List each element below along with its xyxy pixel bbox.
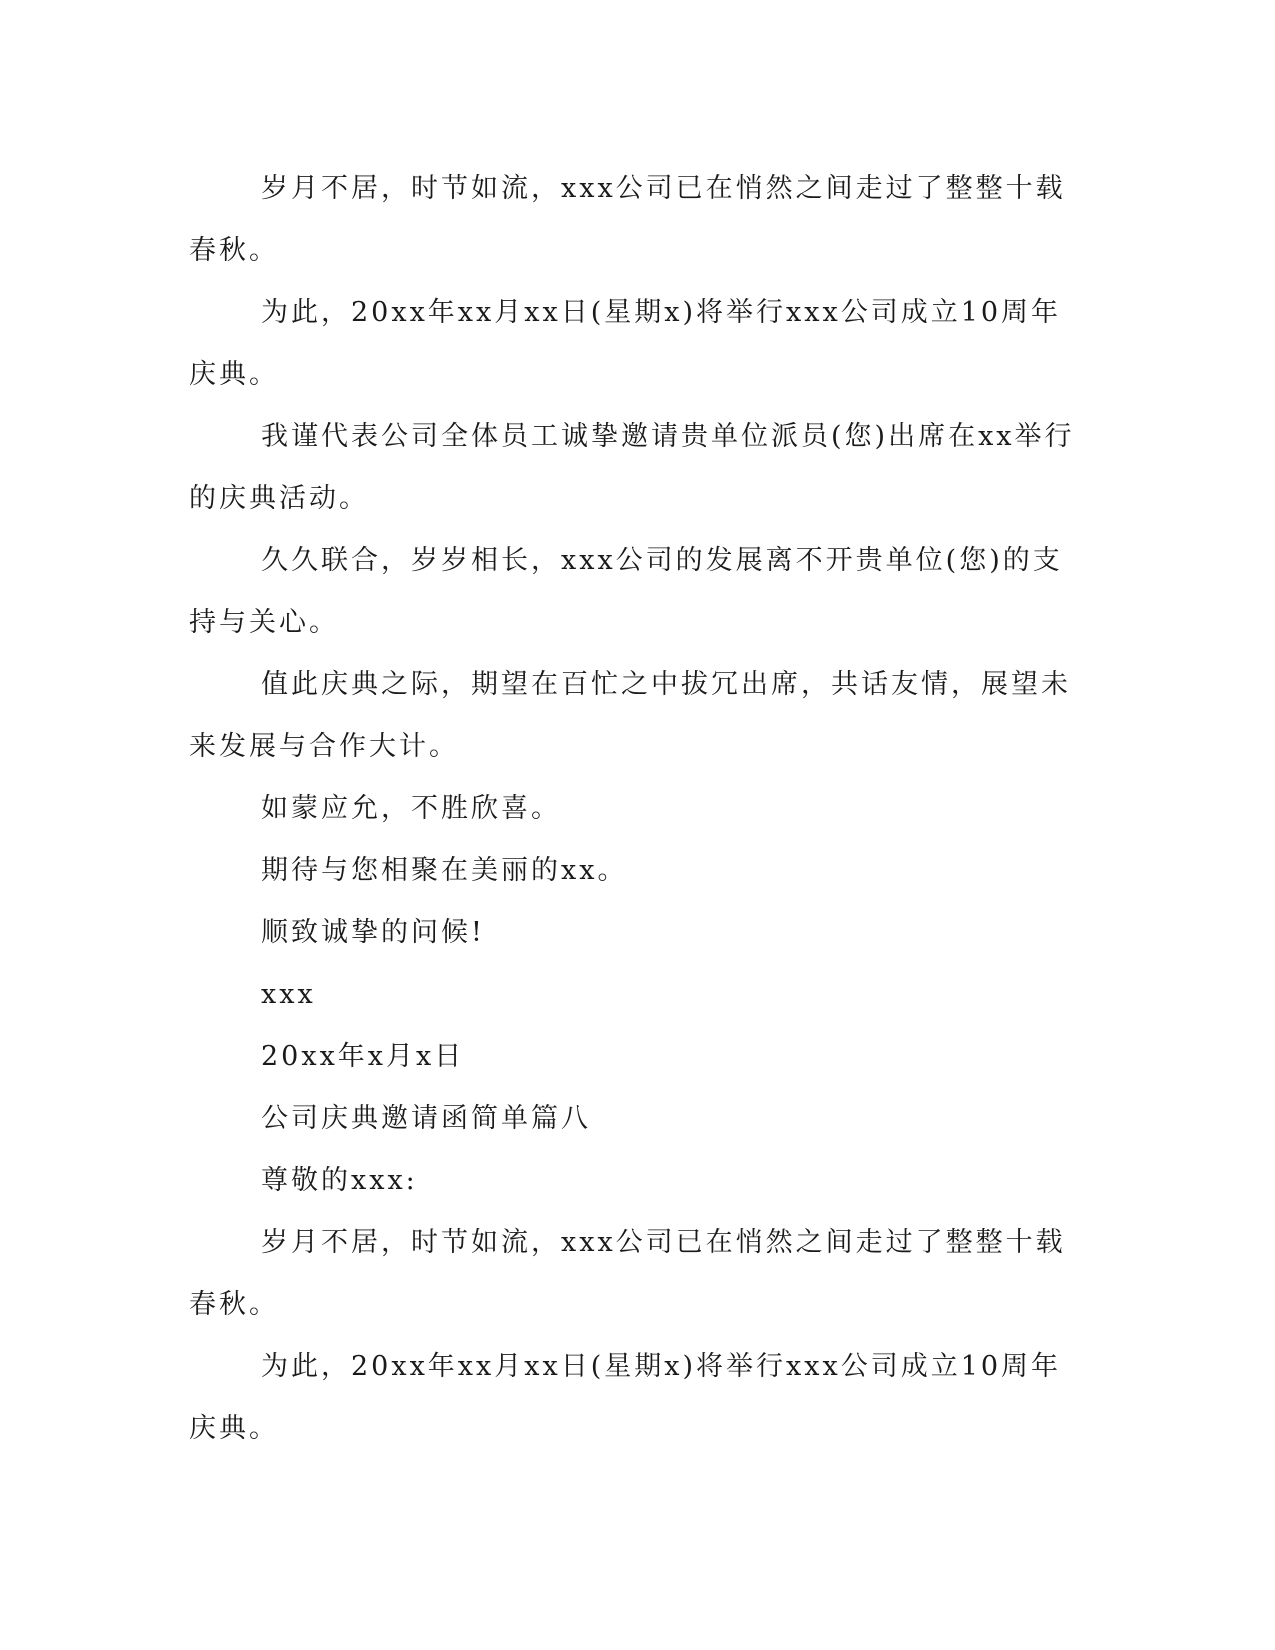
paragraph-intro-repeat: 岁月不居，时节如流，xxx公司已在悄然之间走过了整整十载春秋。 (189, 1227, 1066, 1320)
signature-date: 20xx年x月x日 (261, 1041, 465, 1072)
paragraph-regards: 顺致诚挚的问候! (261, 917, 485, 948)
salutation: 尊敬的xxx: (261, 1165, 418, 1196)
paragraph-event-date: 为此，20xx年xx月xx日(星期x)将举行xxx公司成立10周年庆典。 (189, 297, 1062, 390)
paragraph-invitation: 我谨代表公司全体员工诚挚邀请贵单位派员(您)出席在xx举行的庆典活动。 (189, 421, 1075, 514)
paragraph-support: 久久联合，岁岁相长，xxx公司的发展离不开贵单位(您)的支持与关心。 (189, 545, 1063, 638)
paragraph-event-date-repeat: 为此，20xx年xx月xx日(星期x)将举行xxx公司成立10周年庆典。 (189, 1351, 1062, 1444)
section-title: 公司庆典邀请函简单篇八 (261, 1103, 591, 1134)
document-body (189, 158, 1089, 1460)
paragraph-intro: 岁月不居，时节如流，xxx公司已在悄然之间走过了整整十载春秋。 (189, 173, 1066, 266)
signature-name: xxx (261, 979, 316, 1010)
paragraph-meet: 期待与您相聚在美丽的xx。 (261, 855, 628, 886)
paragraph-attend: 值此庆典之际，期望在百忙之中拔冗出席，共话友情，展望未来发展与合作大计。 (189, 669, 1071, 762)
paragraph-pleasure: 如蒙应允，不胜欣喜。 (261, 793, 561, 824)
